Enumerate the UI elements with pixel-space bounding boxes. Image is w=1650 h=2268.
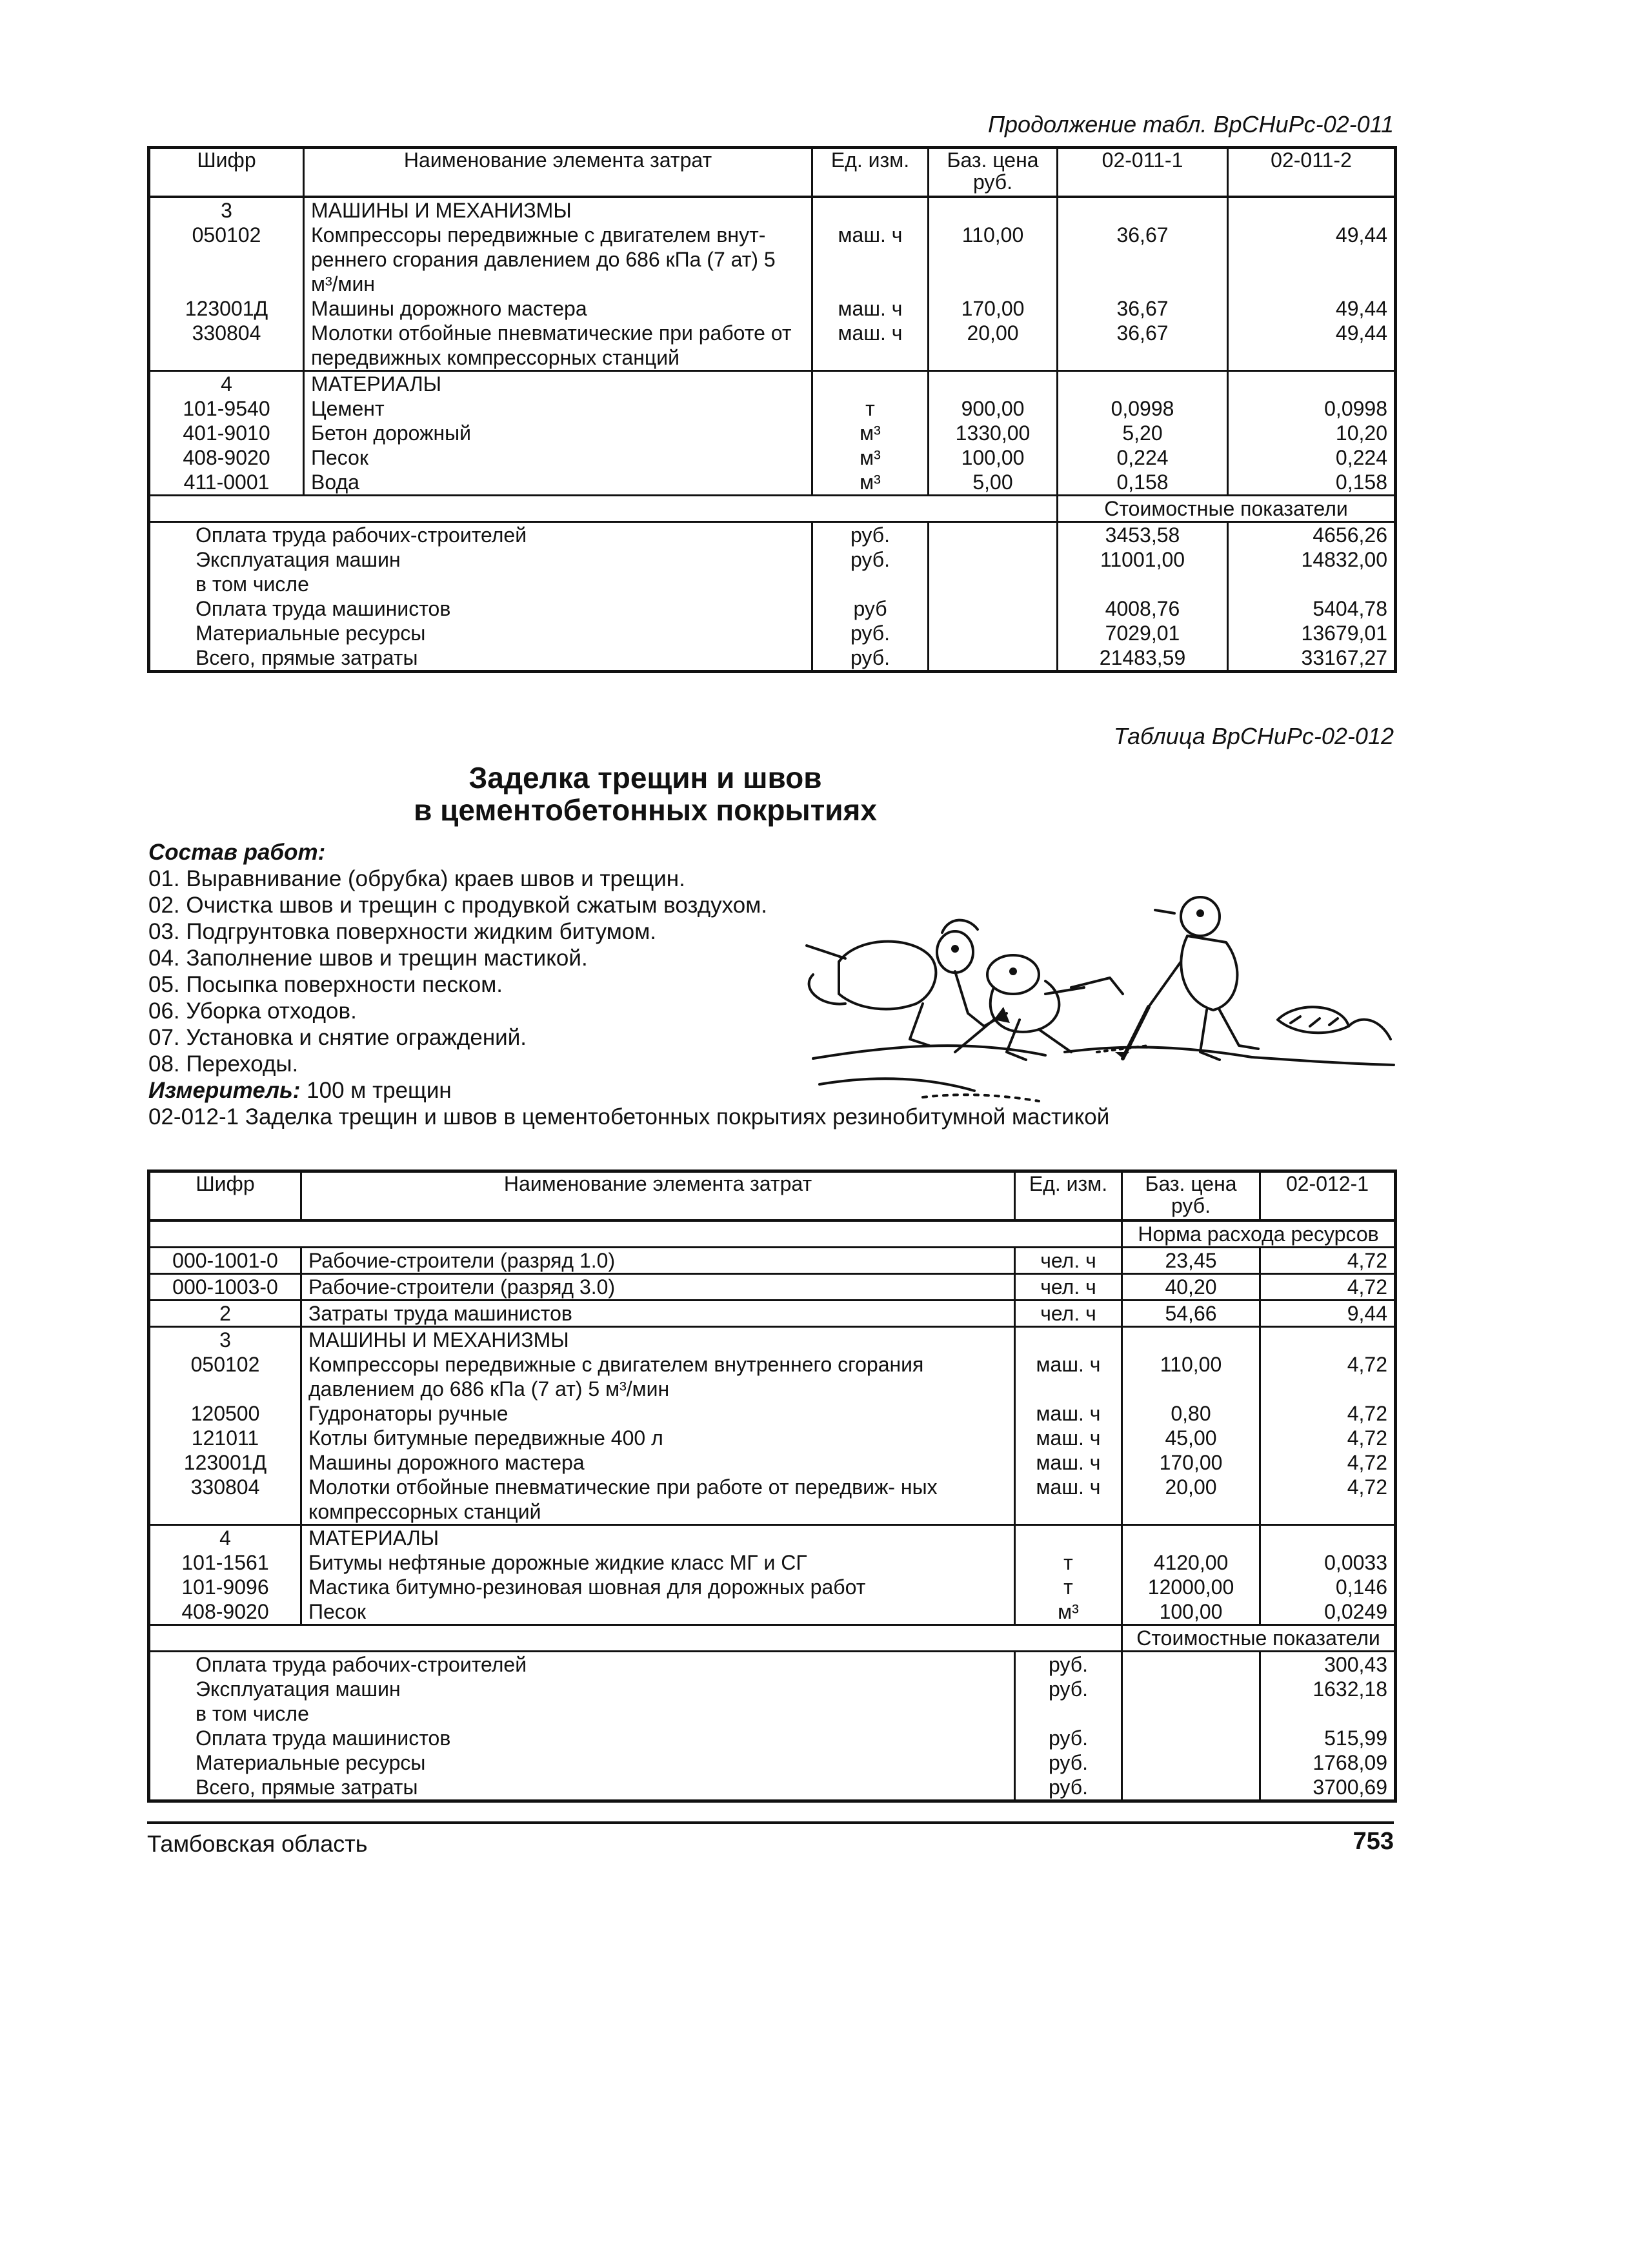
cost-row: Всего, прямые затраты руб. 3700,69 (149, 1775, 1396, 1801)
header-code: Шифр (149, 1171, 301, 1220)
table-row: 330804 Молотки отбойные пневматические при работе от передвижных компрессорных станций маш. ч 20,00 36,67 49,44 (149, 321, 1396, 371)
page-number: 753 (1353, 1828, 1394, 1855)
table1-caption: Продолжение табл. ВрСНиРс-02-011 (987, 111, 1394, 137)
header-unit: Ед. изм. (812, 148, 929, 197)
cost-row: Материальные ресурсы руб. 1768,09 (149, 1750, 1396, 1775)
header-col-2: 02-011-2 (1228, 148, 1396, 197)
page-title (258, 762, 1032, 826)
header-unit: Ед. изм. (1015, 1171, 1122, 1220)
cost-header-row (149, 495, 1396, 521)
title-line-2: в цементобетонных покрытиях (414, 793, 877, 827)
workers-illustration (761, 891, 1400, 1104)
cost-row: Материальные ресурсы руб. 7029,01 13679,01 (149, 621, 1396, 645)
table2-header-row (149, 1171, 1396, 1220)
table-row: 101-9540 Цемент т 900,00 0,0998 0,0998 (149, 396, 1396, 421)
section-row: 3 МАШИНЫ И МЕХАНИЗМЫ (149, 1326, 1396, 1352)
table-row: 101-1561 Битумы нефтяные дорожные жидкие класс МГ и СГ т 4120,00 0,0033 (149, 1550, 1396, 1575)
header-price: Баз. цена руб. (929, 148, 1058, 197)
table-row: 121011 Котлы битумные передвижные 400 л маш. ч 45,00 4,72 (149, 1426, 1396, 1450)
footer-region: Тамбовская область (147, 1830, 368, 1857)
list-item: 06. Уборка отходов. (148, 998, 357, 1024)
cost-row: Оплата труда рабочих-строителей руб. 3453,58 4656,26 (149, 521, 1396, 547)
table-row: 401-9010 Бетон дорожный м³ 1330,00 5,20 10,20 (149, 421, 1396, 445)
cost-row: Эксплуатация машин руб. 11001,00 14832,00 (149, 547, 1396, 572)
title-line-1: Заделка трещин и швов (468, 761, 822, 795)
meter-value: 100 м трещин (300, 1078, 452, 1103)
table-row: 050102 Компрессоры передвижные с двигателем внутреннего сгорания давлением до 686 кПа (7 ат) 5 м³/мин маш. ч 110,00 4,72 (149, 1352, 1396, 1401)
table-row: 2 Затраты труда машинистов чел. ч 54,66 9,44 (149, 1300, 1396, 1326)
norm-header: Норма расхода ресурсов (1122, 1220, 1396, 1248)
section-row: 3 МАШИНЫ И МЕХАНИЗМЫ (149, 197, 1396, 223)
table-row: 000-1003-0 Рабочие-строители (разряд 3.0) чел. ч 40,20 4,72 (149, 1273, 1396, 1300)
table-row: 411-0001 Вода м³ 5,00 0,158 0,158 (149, 470, 1396, 496)
table1-header-row (149, 148, 1396, 197)
cost-row: в том числе (149, 572, 1396, 596)
cost-row: Всего, прямые затраты руб. 21483,59 33167,27 (149, 645, 1396, 672)
cost-row: в том числе (149, 1701, 1396, 1726)
table1 (147, 146, 1397, 673)
cost-header-row (149, 1625, 1396, 1651)
header-code: Шифр (149, 148, 304, 197)
subtitle: 02-012-1 Заделка трещин и швов в цементобетонных покрытиях резинобитумной мастикой (148, 1104, 1110, 1129)
cost-row: Оплата труда машинистов руб 4008,76 5404,78 (149, 596, 1396, 621)
list-item: 08. Переходы. (148, 1051, 299, 1077)
table-row: 000-1001-0 Рабочие-строители (разряд 1.0) чел. ч 23,45 4,72 (149, 1247, 1396, 1273)
header-name: Наименование элемента затрат (304, 148, 812, 197)
table-row: 101-9096 Мастика битумно-резиновая шовная для дорожных работ т 12000,00 0,146 (149, 1575, 1396, 1599)
header-name: Наименование элемента затрат (301, 1171, 1015, 1220)
table-row: 050102 Компрессоры передвижные с двигателем внут- реннего сгорания давлением до 686 кПа (7 ат) 5 м³/мин маш. ч 110,00 36,67 49,44 (149, 223, 1396, 296)
work-label: Состав работ: (148, 840, 326, 865)
list-item: 07. Установка и снятие ограждений. (148, 1025, 527, 1050)
table-row: 408-9020 Песок м³ 100,00 0,0249 (149, 1599, 1396, 1625)
footer-divider (147, 1821, 1394, 1824)
cost-row: Оплата труда машинистов руб. 515,99 (149, 1726, 1396, 1750)
table-row: 123001Д Машины дорожного мастера маш. ч 170,00 36,67 49,44 (149, 296, 1396, 321)
section-row: 4 МАТЕРИАЛЫ (149, 370, 1396, 396)
list-item: 05. Посыпка поверхности песком. (148, 972, 503, 997)
table-row: 330804 Молотки отбойные пневматические при работе от передвиж- ных компрессорных станций маш. ч 20,00 4,72 (149, 1475, 1396, 1525)
table2 (147, 1169, 1397, 1803)
cost-header: Стоимостные показатели (1122, 1625, 1396, 1651)
cost-row: Оплата труда рабочих-строителей руб. 300,43 (149, 1651, 1396, 1677)
table-row: 408-9020 Песок м³ 100,00 0,224 0,224 (149, 445, 1396, 470)
norm-header-row (149, 1220, 1396, 1248)
header-col-1: 02-011-1 (1058, 148, 1228, 197)
list-item: 02. Очистка швов и трещин с продувкой сжатым воздухом. (148, 893, 767, 918)
list-item: 03. Подгрунтовка поверхности жидким битумом. (148, 919, 657, 944)
list-item: 01. Выравнивание (обрубка) краев швов и трещин. (148, 866, 685, 891)
table-row: 120500 Гудронаторы ручные маш. ч 0,80 4,72 (149, 1401, 1396, 1426)
cost-header: Стоимостные показатели (1058, 495, 1396, 521)
section-row: 4 МАТЕРИАЛЫ (149, 1524, 1396, 1550)
header-col-1: 02-012-1 (1260, 1171, 1396, 1220)
list-item: 04. Заполнение швов и трещин мастикой. (148, 946, 588, 971)
table2-caption: Таблица ВрСНиРс-02-012 (1113, 723, 1394, 749)
meter-label: Измеритель: (148, 1078, 301, 1103)
cost-row: Эксплуатация машин руб. 1632,18 (149, 1677, 1396, 1701)
header-price: Баз. цена руб. (1122, 1171, 1260, 1220)
table-row: 123001Д Машины дорожного мастера маш. ч 170,00 4,72 (149, 1450, 1396, 1475)
